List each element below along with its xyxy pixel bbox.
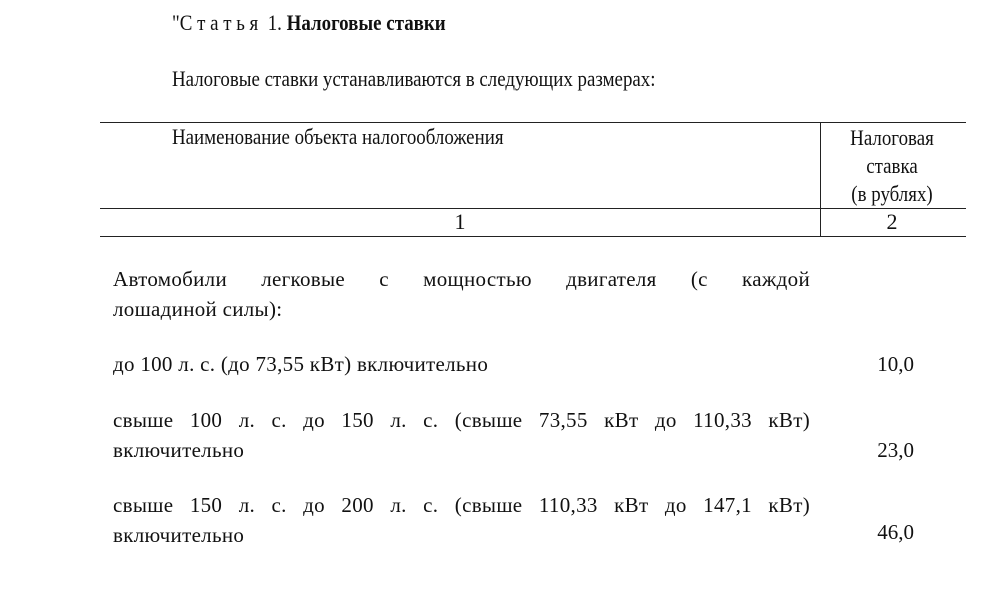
header-tax-rate-line: Налоговая: [850, 125, 934, 150]
article-title: Налоговые ставки: [286, 10, 446, 35]
row-text: свыше 150 л. с. до 200 л. с. (свыше 110,33 кВт до 147,1 кВт): [113, 493, 810, 517]
row-value: 46,0: [877, 520, 914, 544]
article-prefix: "С т а т ь я 1.: [172, 10, 282, 35]
column-number-2: 2: [886, 209, 898, 234]
row-text: до 100 л. с. (до 73,55 кВт) включительно: [113, 352, 489, 376]
intro-text: Налоговые ставки устанавливаются в следующих размерах:: [172, 66, 656, 91]
row-text: включительно: [113, 523, 245, 547]
row-text: включительно: [113, 438, 245, 462]
header-tax-rate-line: ставка: [866, 153, 918, 178]
table-top-rule: [100, 122, 966, 123]
header-tax-rate: [822, 124, 962, 208]
header-tax-rate-line: (в рублях): [851, 181, 933, 206]
row-text: свыше 100 л. с. до 150 л. с. (свыше 73,55 кВт до 110,33 кВт): [113, 408, 810, 432]
table-bottom-rule: [100, 236, 966, 237]
article-heading: [172, 10, 446, 36]
column-number-1: 1: [454, 209, 466, 234]
table-column-divider: [820, 122, 821, 236]
row-value: 10,0: [877, 352, 914, 376]
row-value: 23,0: [877, 438, 914, 462]
header-object-name: Наименование объекта налогообложения: [172, 124, 504, 149]
category-line: Автомобили легковые с мощностью двигателя (с каждой: [113, 267, 810, 291]
category-line: лошадиной силы):: [113, 297, 283, 321]
